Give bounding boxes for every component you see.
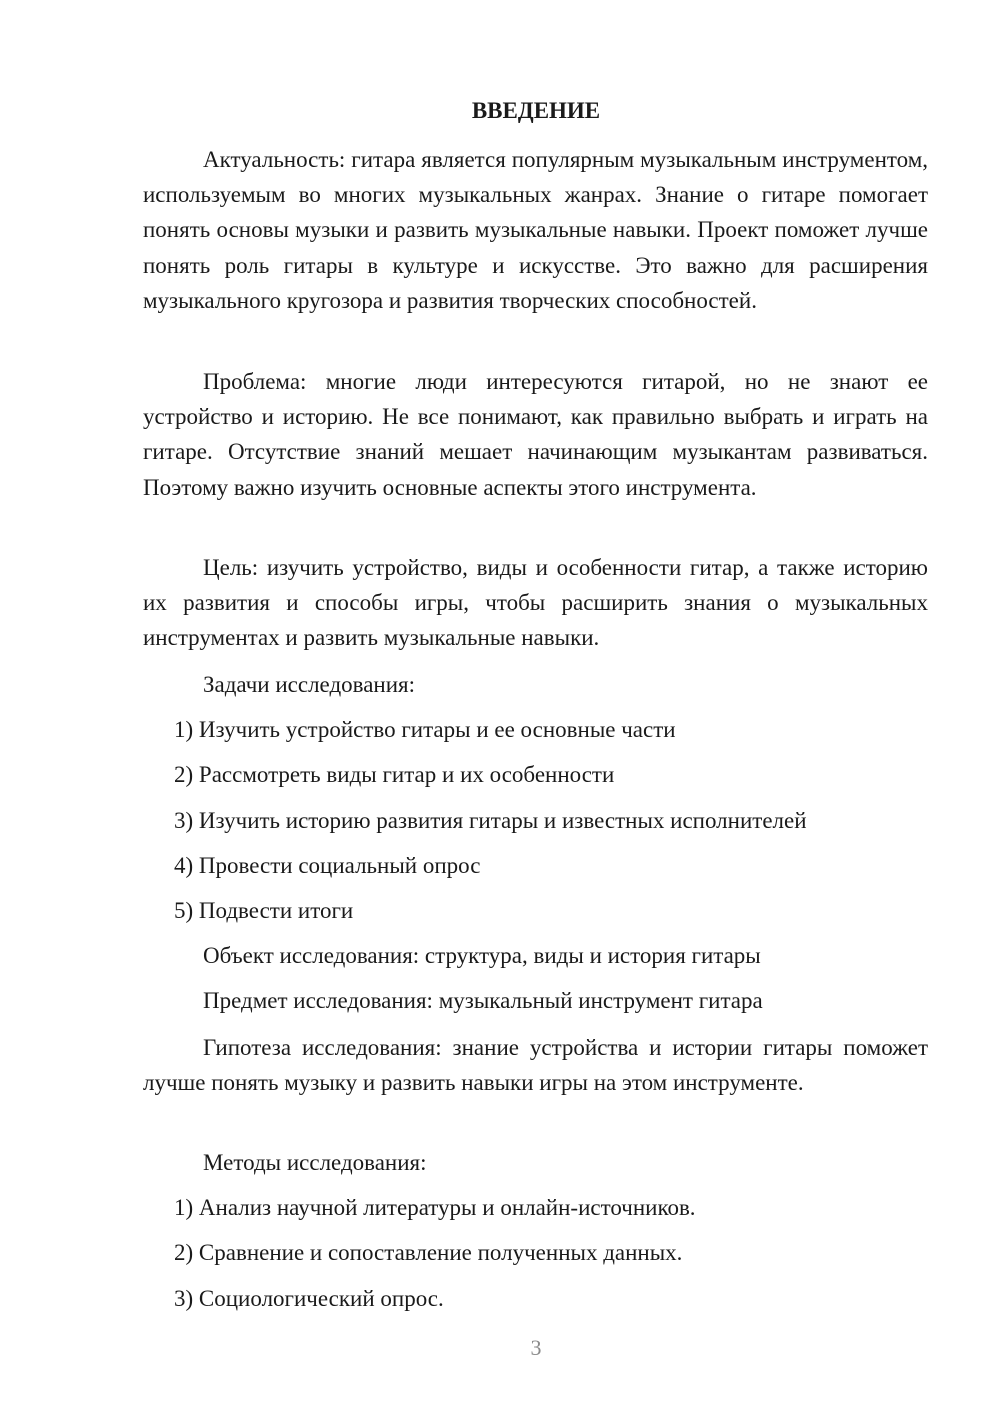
task-item-3: 3) Изучить историю развития гитары и известных исполнителей (174, 808, 807, 833)
task-item-4: 4) Провести социальный опрос (174, 853, 481, 878)
relevance-paragraph: Актуальность: гитара является популярным музыкальным инструментом, используемым во многих музыкальных жанрах. Знание о гитаре помогает понять основы музыки и развить музыкальные навыки. Проект поможет лучше понять роль гитары в культуре и искусстве. Это важно для расширения музыкального кругозора и развития творческих способностей. (143, 147, 928, 313)
task-item-1: 1) Изучить устройство гитары и ее основные части (174, 717, 676, 742)
task-item-5: 5) Подвести итоги (174, 898, 354, 923)
method-item-3: 3) Социологический опрос. (174, 1286, 444, 1311)
goal-paragraph: Цель: изучить устройство, виды и особенности гитар, а также историю их развития и способы игры, чтобы расширить знания о музыкальных инструментах и развить музыкальные навыки. (143, 555, 928, 651)
tasks-title: Задачи исследования: (203, 672, 416, 697)
object-line: Объект исследования: структура, виды и история гитары (203, 943, 761, 968)
task-item-2: 2) Рассмотреть виды гитар и их особенности (174, 762, 615, 787)
method-item-1: 1) Анализ научной литературы и онлайн-источников. (174, 1195, 696, 1220)
methods-title: Методы исследования: (203, 1150, 427, 1175)
problem-paragraph: Проблема: многие люди интересуются гитарой, но не знают ее устройство и историю. Не все понимают, как правильно выбрать и играть на гитаре. Отсутствие знаний мешает начинающим музыкантам развиваться. Поэтому важно изучить основные аспекты этого инструмента. (143, 369, 928, 500)
section-heading: ВВЕДЕНИЕ (471, 98, 601, 123)
subject-line: Предмет исследования: музыкальный инструмент гитара (203, 988, 763, 1013)
method-item-2: 2) Сравнение и сопоставление полученных данных. (174, 1240, 683, 1265)
page-number: 3 (530, 1335, 542, 1360)
hypothesis-paragraph: Гипотеза исследования: знание устройства и истории гитары поможет лучше понять музыку и развить навыки игры на этом инструменте. (143, 1035, 928, 1096)
